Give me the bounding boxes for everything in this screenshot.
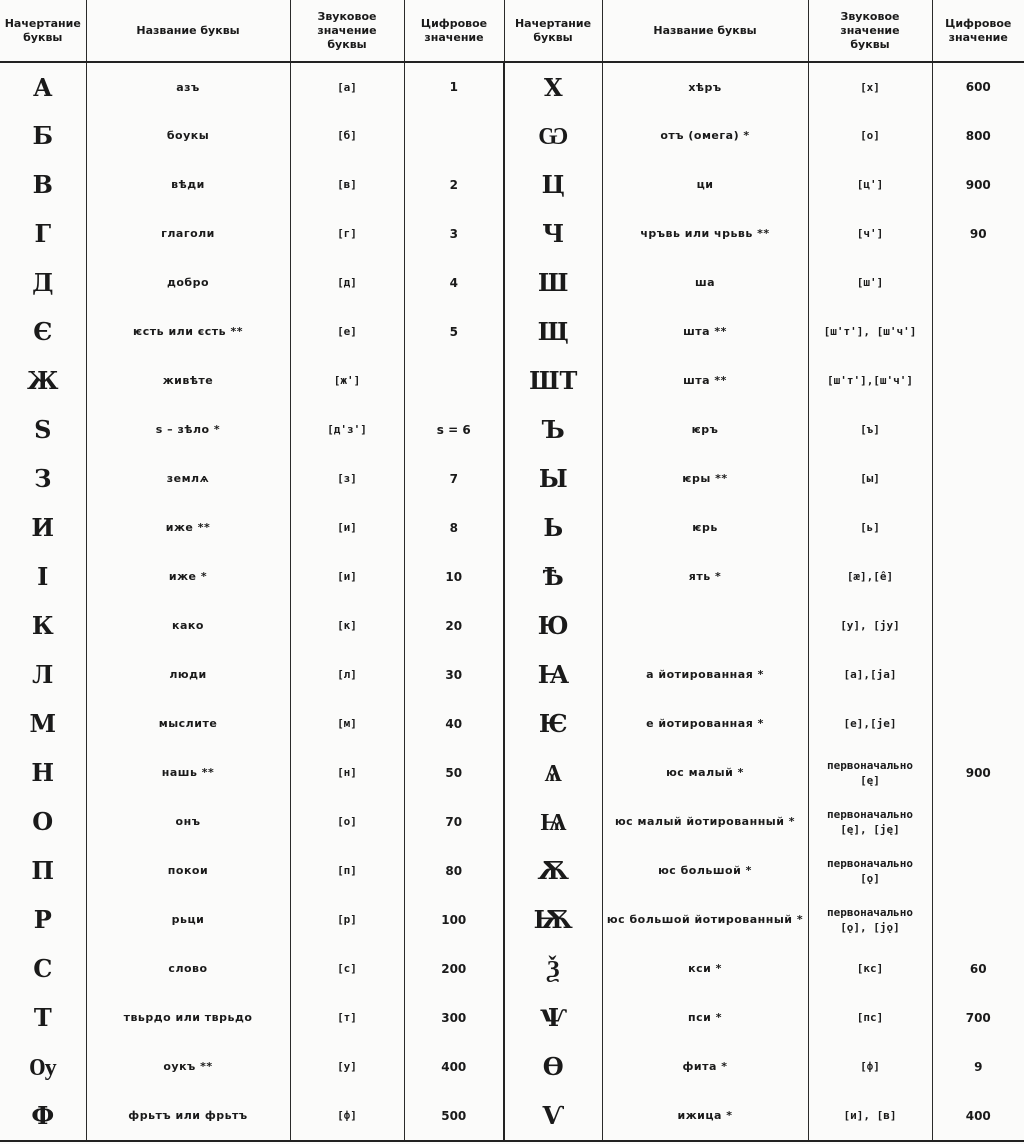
- table-row: [0, 160, 1024, 209]
- cell-value-left: 4: [404, 258, 504, 307]
- cell-glyph-right: Ъ: [504, 405, 602, 454]
- cell-name-left: ѕ – зѣло *: [86, 405, 290, 454]
- header-name-right: Название буквы: [602, 0, 808, 62]
- table-row: [0, 846, 1024, 895]
- cell-value-left: 500: [404, 1091, 504, 1140]
- cell-name-right: [602, 601, 808, 650]
- cell-name-left: рьци: [86, 895, 290, 944]
- cell-value-right: 600: [965, 80, 991, 94]
- cell-name-right: ижица *: [602, 1091, 808, 1140]
- cell-glyph-left: В: [0, 160, 86, 209]
- header-value-left: Цифровое значение: [404, 0, 504, 62]
- table-body: [0, 62, 1024, 1140]
- cell-value-right: 700: [965, 1010, 991, 1025]
- cell-sound-right: [а],[ја]: [808, 650, 932, 699]
- cell-name-right: хѣръ: [602, 62, 808, 111]
- table-row: [0, 1042, 1024, 1091]
- cell-name-left: добро: [86, 258, 290, 307]
- cell-sound-left: [м]: [290, 699, 404, 748]
- cell-name-right: а йотированная *: [602, 650, 808, 699]
- cell-name-right: юс большой *: [602, 846, 808, 895]
- cell-glyph-left: Б: [0, 111, 86, 160]
- cell-sound-left: [г]: [290, 209, 404, 258]
- cell-sound-right: [е],[је]: [808, 699, 932, 748]
- cell-value-right: [932, 650, 1024, 699]
- cell-value-left: ѕ = 6: [404, 405, 504, 454]
- table-row: [0, 699, 1024, 748]
- cell-name-right: юс малый *: [602, 748, 808, 797]
- cell-value-left: 8: [404, 503, 504, 552]
- cell-value-right: [932, 356, 1024, 405]
- cell-sound-left: [е]: [290, 307, 404, 356]
- cell-sound-left: [о]: [290, 797, 404, 846]
- cell-glyph-right: Ѩ: [504, 797, 602, 846]
- cell-glyph-right: Ѭ: [504, 895, 602, 944]
- cell-value-right: [932, 454, 1024, 503]
- cell-glyph-right: Ꙗ: [504, 650, 602, 699]
- cell-name-right: кси *: [602, 944, 808, 993]
- cell-sound-left: [т]: [290, 993, 404, 1042]
- cell-glyph-left: И: [0, 503, 86, 552]
- cell-glyph-left: З: [0, 454, 86, 503]
- cell-name-left: землѧ: [86, 454, 290, 503]
- table-row: [0, 503, 1024, 552]
- table-row: [0, 650, 1024, 699]
- cell-glyph-right: Ь: [504, 503, 602, 552]
- cell-sound-left: [ж']: [290, 356, 404, 405]
- cell-name-left: боукы: [86, 111, 290, 160]
- cell-name-right: ѥрь: [602, 503, 808, 552]
- cell-glyph-left: М: [0, 699, 86, 748]
- cell-name-right: фита *: [602, 1042, 808, 1091]
- cell-glyph-right: Ш: [504, 258, 602, 307]
- cell-name-right: чръвь или чрьвь **: [602, 209, 808, 258]
- header-sound-right: Звуковое значение буквы: [808, 0, 932, 62]
- cell-sound-right: [ш']: [808, 258, 932, 307]
- header-glyph-left: Начертание буквы: [0, 0, 86, 62]
- cell-glyph-right: Ѥ: [504, 699, 602, 748]
- cell-value-left: 5: [404, 307, 504, 356]
- cell-sound-right: [кс]: [808, 944, 932, 993]
- cell-glyph-left: Н: [0, 748, 86, 797]
- cell-glyph-right: Ы: [504, 454, 602, 503]
- cell-value-right: 800: [965, 128, 991, 143]
- cell-glyph-left: Ф: [0, 1091, 86, 1140]
- cell-value-left: 300: [404, 993, 504, 1042]
- cell-glyph-left: П: [0, 846, 86, 895]
- cell-name-left: твьрдо или тврьдо: [86, 993, 290, 1042]
- cell-name-left: како: [86, 601, 290, 650]
- cell-name-right: шта **: [602, 356, 808, 405]
- cell-glyph-right: Ч: [504, 209, 602, 258]
- cell-sound-left: [д]: [290, 258, 404, 307]
- cell-name-right: отъ (омега) *: [602, 111, 808, 160]
- table-row: [0, 307, 1024, 356]
- cell-glyph-right: ШТ: [504, 356, 602, 405]
- cell-glyph-right: Ѯ: [504, 944, 602, 993]
- cell-glyph-right: Ѫ: [504, 846, 602, 895]
- cell-name-right: ша: [602, 258, 808, 307]
- cell-name-left: оукъ **: [86, 1042, 290, 1091]
- header-sound-left: Звуковое значение буквы: [290, 0, 404, 62]
- cell-value-right: [932, 601, 1024, 650]
- cell-glyph-left: К: [0, 601, 86, 650]
- cell-sound-right: [о]: [808, 111, 932, 160]
- cell-glyph-right: Ю: [504, 601, 602, 650]
- header-name-left: Название буквы: [86, 0, 290, 62]
- cell-name-right: юс малый йотированный *: [602, 797, 808, 846]
- cell-sound-right: [и], [в]: [808, 1091, 932, 1140]
- cell-sound-right: [ц']: [808, 160, 932, 209]
- cell-value-left: 80: [404, 846, 504, 895]
- cell-name-right: шта **: [602, 307, 808, 356]
- cell-sound-left: [д'з']: [290, 405, 404, 454]
- cell-value-left: 400: [404, 1042, 504, 1091]
- cell-value-right: [932, 405, 1024, 454]
- cell-sound-right: [у], [ју]: [808, 601, 932, 650]
- cell-name-right: е йотированная *: [602, 699, 808, 748]
- cell-value-right: [932, 503, 1024, 552]
- cell-value-left: 20: [404, 601, 504, 650]
- cell-glyph-right: Ѧ: [504, 748, 602, 797]
- cell-sound-right: [пс]: [808, 993, 932, 1042]
- cell-glyph-left: Ѹ: [0, 1042, 86, 1091]
- cell-name-left: люди: [86, 650, 290, 699]
- cell-name-left: ѥсть или єсть **: [86, 307, 290, 356]
- cell-sound-left: [у]: [290, 1042, 404, 1091]
- cell-name-right: ѥръ: [602, 405, 808, 454]
- table-row: [0, 601, 1024, 650]
- cell-name-left: мыслите: [86, 699, 290, 748]
- cell-glyph-right: Ѳ: [504, 1042, 602, 1091]
- cell-sound-left: [н]: [290, 748, 404, 797]
- cell-glyph-right: Ц: [504, 160, 602, 209]
- cell-value-left: 7: [404, 454, 504, 503]
- cell-name-left: иже *: [86, 552, 290, 601]
- cell-glyph-right: Щ: [504, 307, 602, 356]
- cell-name-left: слово: [86, 944, 290, 993]
- cell-sound-right: [ф]: [808, 1042, 932, 1091]
- cell-sound-right: [ъ]: [808, 405, 932, 454]
- cell-sound-right: [ш'т'],[ш'ч']: [808, 356, 932, 405]
- cell-value-right: [932, 895, 1024, 944]
- cell-sound-left: [з]: [290, 454, 404, 503]
- cell-glyph-left: Л: [0, 650, 86, 699]
- cell-value-left: 1: [404, 62, 504, 111]
- cell-sound-left: [и]: [290, 503, 404, 552]
- cell-glyph-left: І: [0, 552, 86, 601]
- table-row: [0, 258, 1024, 307]
- cell-sound-left: [к]: [290, 601, 404, 650]
- cell-glyph-left: Г: [0, 209, 86, 258]
- cell-glyph-left: А: [0, 62, 86, 111]
- cell-value-left: 50: [404, 748, 504, 797]
- cell-sound-right: [ш'т'], [ш'ч']: [808, 307, 932, 356]
- cell-sound-left: [в]: [290, 160, 404, 209]
- cell-value-right: [932, 307, 1024, 356]
- table-row: [0, 944, 1024, 993]
- cell-value-left: 70: [404, 797, 504, 846]
- cell-name-left: онъ: [86, 797, 290, 846]
- table-row: [0, 209, 1024, 258]
- header-glyph-right: Начертание буквы: [504, 0, 602, 62]
- table-row: [0, 797, 1024, 846]
- cell-value-left: [404, 356, 504, 405]
- cell-glyph-left: Т: [0, 993, 86, 1042]
- cell-sound-left: [п]: [290, 846, 404, 895]
- cell-value-right: 60: [969, 961, 987, 976]
- cell-name-left: иже **: [86, 503, 290, 552]
- cell-value-left: 2: [404, 160, 504, 209]
- cell-glyph-left: Ѕ: [0, 405, 86, 454]
- cell-sound-right: [ч']: [808, 209, 932, 258]
- cell-value-right: [932, 699, 1024, 748]
- cell-sound-right: [ы]: [808, 454, 932, 503]
- cell-name-left: глаголи: [86, 209, 290, 258]
- table-row: [0, 895, 1024, 944]
- cell-name-left: живѣте: [86, 356, 290, 405]
- cell-value-left: 200: [404, 944, 504, 993]
- cell-glyph-left: Р: [0, 895, 86, 944]
- cell-value-right: 900: [965, 177, 991, 192]
- cell-name-right: пси *: [602, 993, 808, 1042]
- cell-name-left: азъ: [86, 62, 290, 111]
- cell-value-right: 9: [974, 1059, 983, 1074]
- table-row: [0, 111, 1024, 160]
- cell-name-right: юс большой йотированный *: [602, 895, 808, 944]
- cell-sound-left: [р]: [290, 895, 404, 944]
- cell-value-left: 40: [404, 699, 504, 748]
- cell-value-right: 90: [969, 226, 987, 241]
- cell-glyph-right: Х: [504, 62, 602, 111]
- cell-value-left: 3: [404, 209, 504, 258]
- cell-value-left: [404, 111, 504, 160]
- cell-name-left: фрьтъ или фрьтъ: [86, 1091, 290, 1140]
- cell-name-right: ять *: [602, 552, 808, 601]
- cell-value-right: 900: [965, 765, 991, 780]
- cell-glyph-right: Ѣ: [504, 552, 602, 601]
- cell-name-right: ѥры **: [602, 454, 808, 503]
- cell-sound-right: первоначально [ę]: [808, 748, 932, 797]
- cell-sound-right: [х]: [808, 62, 932, 111]
- cell-value-right: [932, 846, 1024, 895]
- cell-value-left: 10: [404, 552, 504, 601]
- cell-glyph-right: Ѱ: [504, 993, 602, 1042]
- cell-name-left: вѣди: [86, 160, 290, 209]
- cell-sound-right: первоначально [ǫ], [jǫ]: [808, 895, 932, 944]
- cell-sound-right: первоначально [ę], [ję]: [808, 797, 932, 846]
- cell-value-right: [932, 797, 1024, 846]
- cell-sound-left: [ф]: [290, 1091, 404, 1140]
- cell-sound-right: [ь]: [808, 503, 932, 552]
- header-value-right: Цифровое значение: [932, 0, 1024, 62]
- cell-name-left: нашь **: [86, 748, 290, 797]
- cell-value-right: 400: [965, 1108, 991, 1123]
- table-row: [0, 1091, 1024, 1140]
- cell-sound-right: [æ],[ê]: [808, 552, 932, 601]
- table-row: [0, 405, 1024, 454]
- cell-glyph-left: О: [0, 797, 86, 846]
- cell-value-left: 100: [404, 895, 504, 944]
- cell-value-right: [932, 258, 1024, 307]
- cell-glyph-left: Ж: [0, 356, 86, 405]
- cell-value-left: 30: [404, 650, 504, 699]
- table-row: [0, 552, 1024, 601]
- cell-glyph-right: Ѵ: [504, 1091, 602, 1140]
- cell-glyph-left: Д: [0, 258, 86, 307]
- bottom-rule: [0, 1140, 1024, 1142]
- table-row: [0, 454, 1024, 503]
- cell-sound-left: [б]: [290, 111, 404, 160]
- cell-sound-left: [а]: [290, 62, 404, 111]
- table-row: [0, 993, 1024, 1042]
- cell-name-left: покои: [86, 846, 290, 895]
- cell-glyph-right: Ѡ: [504, 111, 602, 160]
- cell-sound-left: [и]: [290, 552, 404, 601]
- cell-sound-left: [с]: [290, 944, 404, 993]
- table-row: [0, 748, 1024, 797]
- table-row: [0, 62, 1024, 111]
- cell-glyph-left: С: [0, 944, 86, 993]
- cell-value-right: [932, 552, 1024, 601]
- cell-sound-right: первоначально [ǫ]: [808, 846, 932, 895]
- cell-name-right: ци: [602, 160, 808, 209]
- table-row: [0, 356, 1024, 405]
- table-header: [0, 0, 1024, 62]
- cell-glyph-left: Є: [0, 307, 86, 356]
- cell-sound-left: [л]: [290, 650, 404, 699]
